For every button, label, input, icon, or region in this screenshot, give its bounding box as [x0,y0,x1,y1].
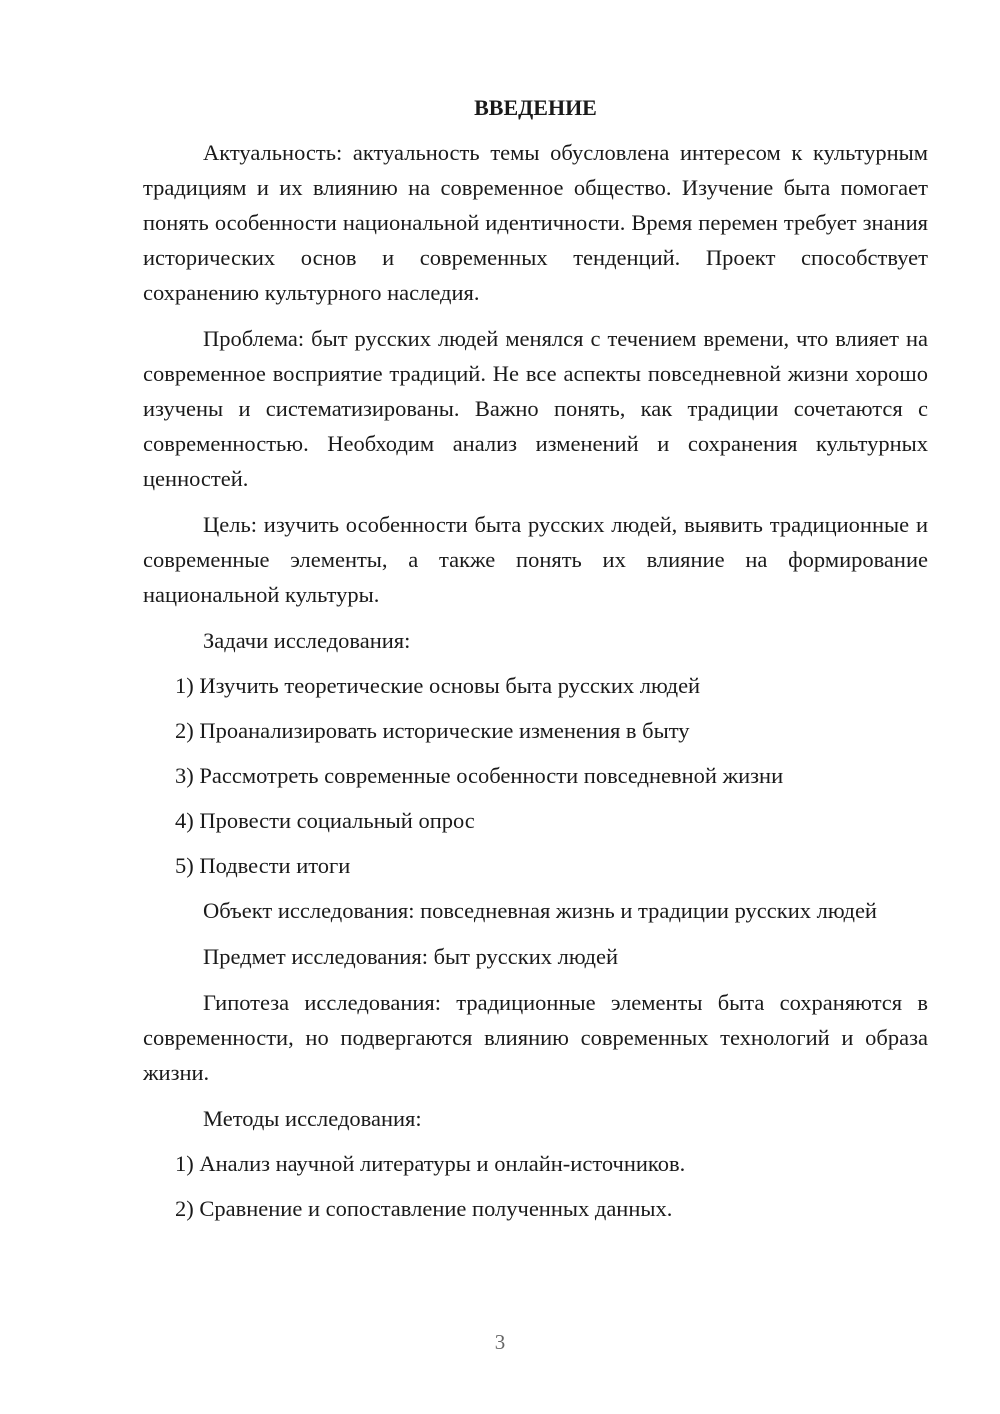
tasks-heading: Задачи исследования: [203,628,411,653]
hypothesis-paragraph: Гипотеза исследования: традиционные элементы быта сохраняются в современности, но подвергаются влиянию современных технологий и образа жизни. [143,990,928,1085]
list-item: 2) Сравнение и сопоставление полученных данных. [175,1196,673,1221]
list-item: 2) Проанализировать исторические изменения в быту [175,718,690,743]
list-item: 1) Анализ научной литературы и онлайн-источников. [175,1151,686,1176]
list-item: 3) Рассмотреть современные особенности повседневной жизни [175,763,784,788]
page-title: ВВЕДЕНИЕ [474,95,597,120]
document-page [143,90,928,1236]
methods-list [143,1146,928,1226]
object-paragraph: Объект исследования: повседневная жизнь и традиции русских людей [203,898,877,923]
list-item: 4) Провести социальный опрос [175,808,475,833]
goal-paragraph: Цель: изучить особенности быта русских людей, выявить традиционные и современные элементы, а также понять их влияние на формирование национальной культуры. [143,512,928,607]
subject-paragraph: Предмет исследования: быт русских людей [203,944,618,969]
list-item: 1) Изучить теоретические основы быта русских людей [175,673,701,698]
page-number: 3 [494,1330,506,1354]
problem-paragraph: Проблема: быт русских людей менялся с течением времени, что влияет на современное восприятие традиций. Не все аспекты повседневной жизни хорошо изучены и систематизированы. Важно понять, как традиции сочетаются с современностью. Необходим анализ изменений и сохранения культурных ценностей. [143,326,928,491]
methods-heading: Методы исследования: [203,1106,422,1131]
relevance-paragraph: Актуальность: актуальность темы обусловлена интересом к культурным традициям и их влиянию на современное общество. Изучение быта помогает понять особенности национальной идентичности. Время перемен требует знания исторических основ и современных тенденций. Проект способствует сохранению культурного наследия. [143,140,928,305]
tasks-list [143,668,928,883]
list-item: 5) Подвести итоги [175,853,351,878]
